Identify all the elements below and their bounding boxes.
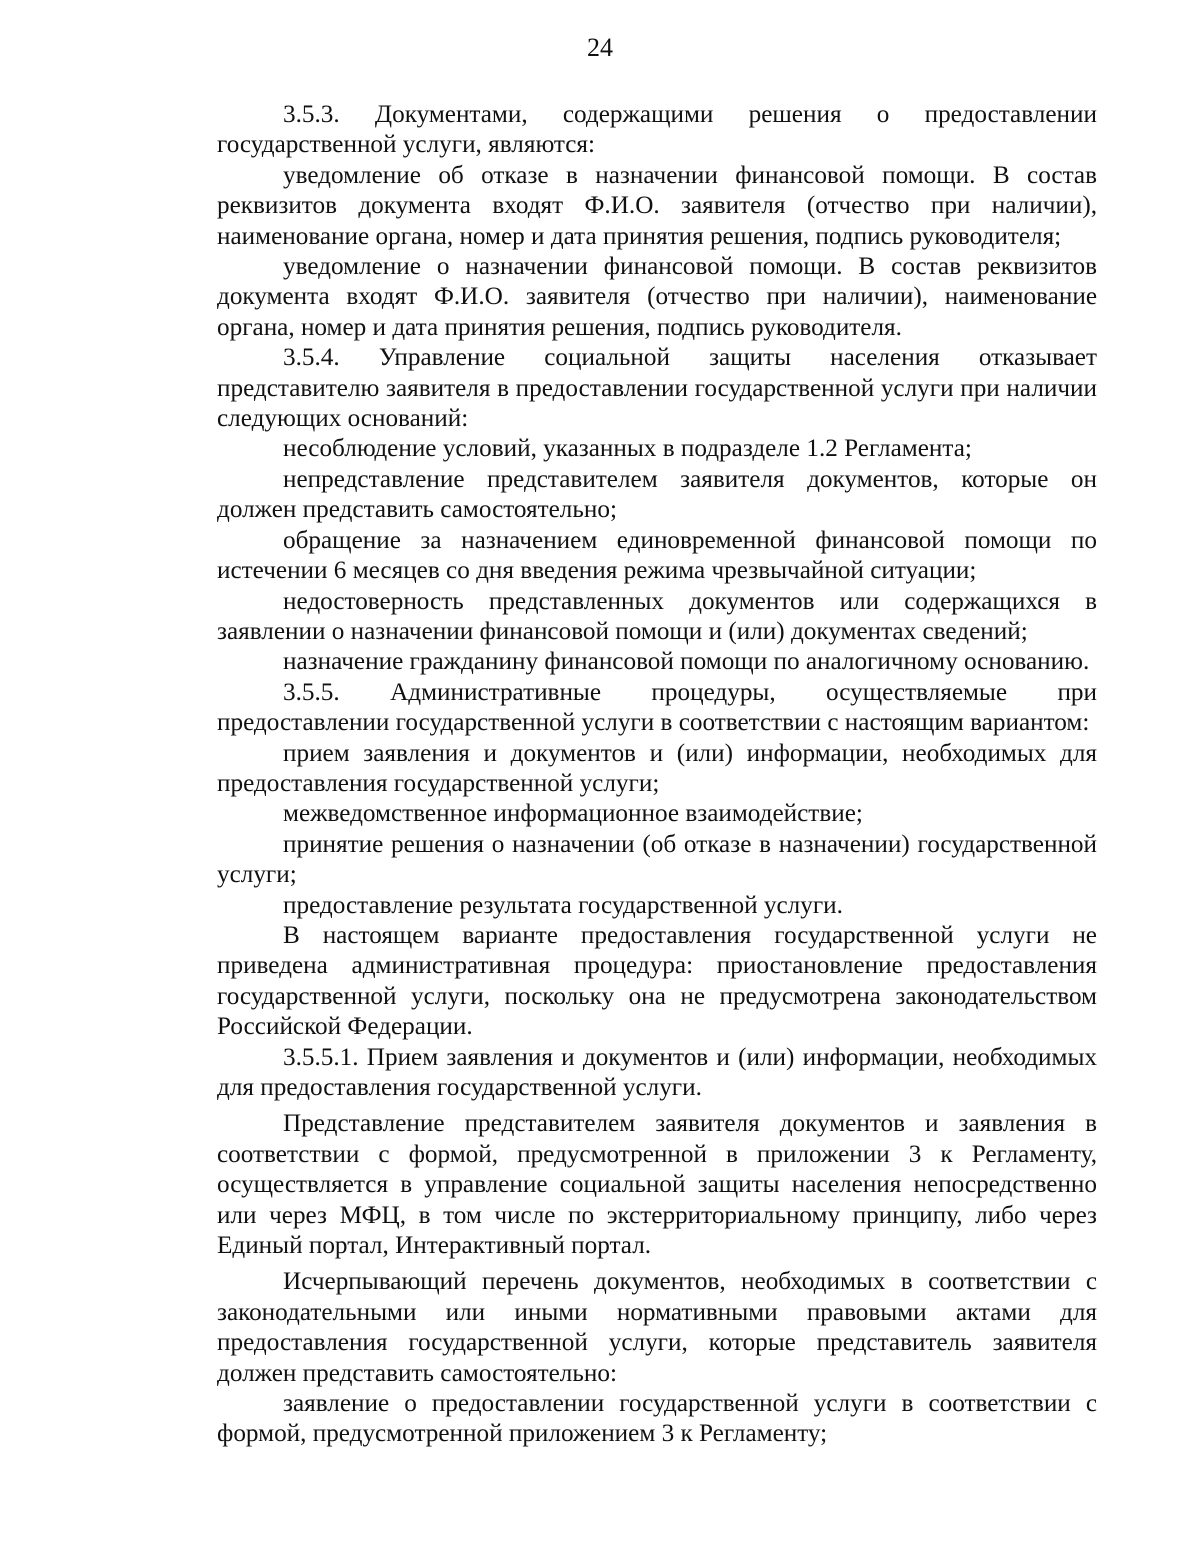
paragraph: уведомление об отказе в назначении финансовой помощи. В состав реквизитов документа входят Ф.И.О. заявителя (отчество при наличии), наименование органа, номер и дата принятия решения, подпись руководителя; (217, 161, 1097, 250)
paragraph: непредставление представителем заявителя документов, которые он должен представить самостоятельно; (217, 465, 1097, 524)
paragraph: заявление о предоставлении государственной услуги в соответствии с формой, предусмотренной приложением 3 к Регламенту; (217, 1390, 1097, 1448)
paragraph: прием заявления и документов и (или) информации, необходимых для предоставления государственной услуги; (217, 739, 1097, 797)
paragraph: 3.5.4. Управление социальной защиты населения отказывает представителю заявителя в предоставлении государственной услуги при наличии следующих оснований: (217, 344, 1097, 433)
paragraph: принятие решения о назначении (об отказе в назначении) государственной услуги; (217, 830, 1097, 889)
paragraph: 3.5.5. Административные процедуры, осуществляемые при предоставлении государственной услуги в соответствии с настоящим вариантом: (217, 678, 1097, 737)
paragraph: обращение за назначением единовременной финансовой помощи по истечении 6 месяцев со дня введения режима чрезвычайной ситуации; (217, 526, 1097, 585)
paragraph: 3.5.5.1. Прием заявления и документов и (или) информации, необходимых для предоставления государственной услуги. (217, 1043, 1097, 1101)
document-body (217, 100, 1097, 1450)
paragraph: 3.5.3. Документами, содержащими решения о предоставлении государственной услуги, являются: (217, 101, 1097, 159)
paragraph: несоблюдение условий, указанных в подразделе 1.2 Регламента; (283, 435, 972, 463)
paragraph: Представление представителем заявителя документов и заявления в соответствии с формой, предусмотренной в приложении 3 к Регламенту, осуществляется в управление социальной защиты населения непосредственно или через МФЦ, в том числе по экстерриториальному принципу, либо через Единый портал, Интерактивный портал. (217, 1110, 1097, 1260)
paragraph: В настоящем варианте предоставления государственной услуги не приведена административная процедура: приостановление предоставления государственной услуги, поскольку она не предусмотрена законодательством Российской Федерации. (217, 921, 1097, 1041)
paragraph: уведомление о назначении финансовой помощи. В состав реквизитов документа входят Ф.И.О. заявителя (отчество при наличии), наименование органа, номер и дата принятия решения, подпись руководителя. (217, 253, 1097, 341)
page-number: 24 (587, 33, 613, 62)
paragraph: предоставление результата государственной услуги. (283, 891, 843, 919)
paragraph: Исчерпывающий перечень документов, необходимых в соответствии с законодательными или иными нормативными правовыми актами для предоставления государственной услуги, которые представитель заявителя должен представить самостоятельно: (217, 1268, 1097, 1387)
paragraph: межведомственное информационное взаимодействие; (283, 800, 863, 828)
paragraph: назначение гражданину финансовой помощи по аналогичному основанию. (283, 648, 1090, 676)
paragraph: недостоверность представленных документов или содержащихся в заявлении о назначении финансовой помощи и (или) документах сведений; (217, 587, 1097, 645)
